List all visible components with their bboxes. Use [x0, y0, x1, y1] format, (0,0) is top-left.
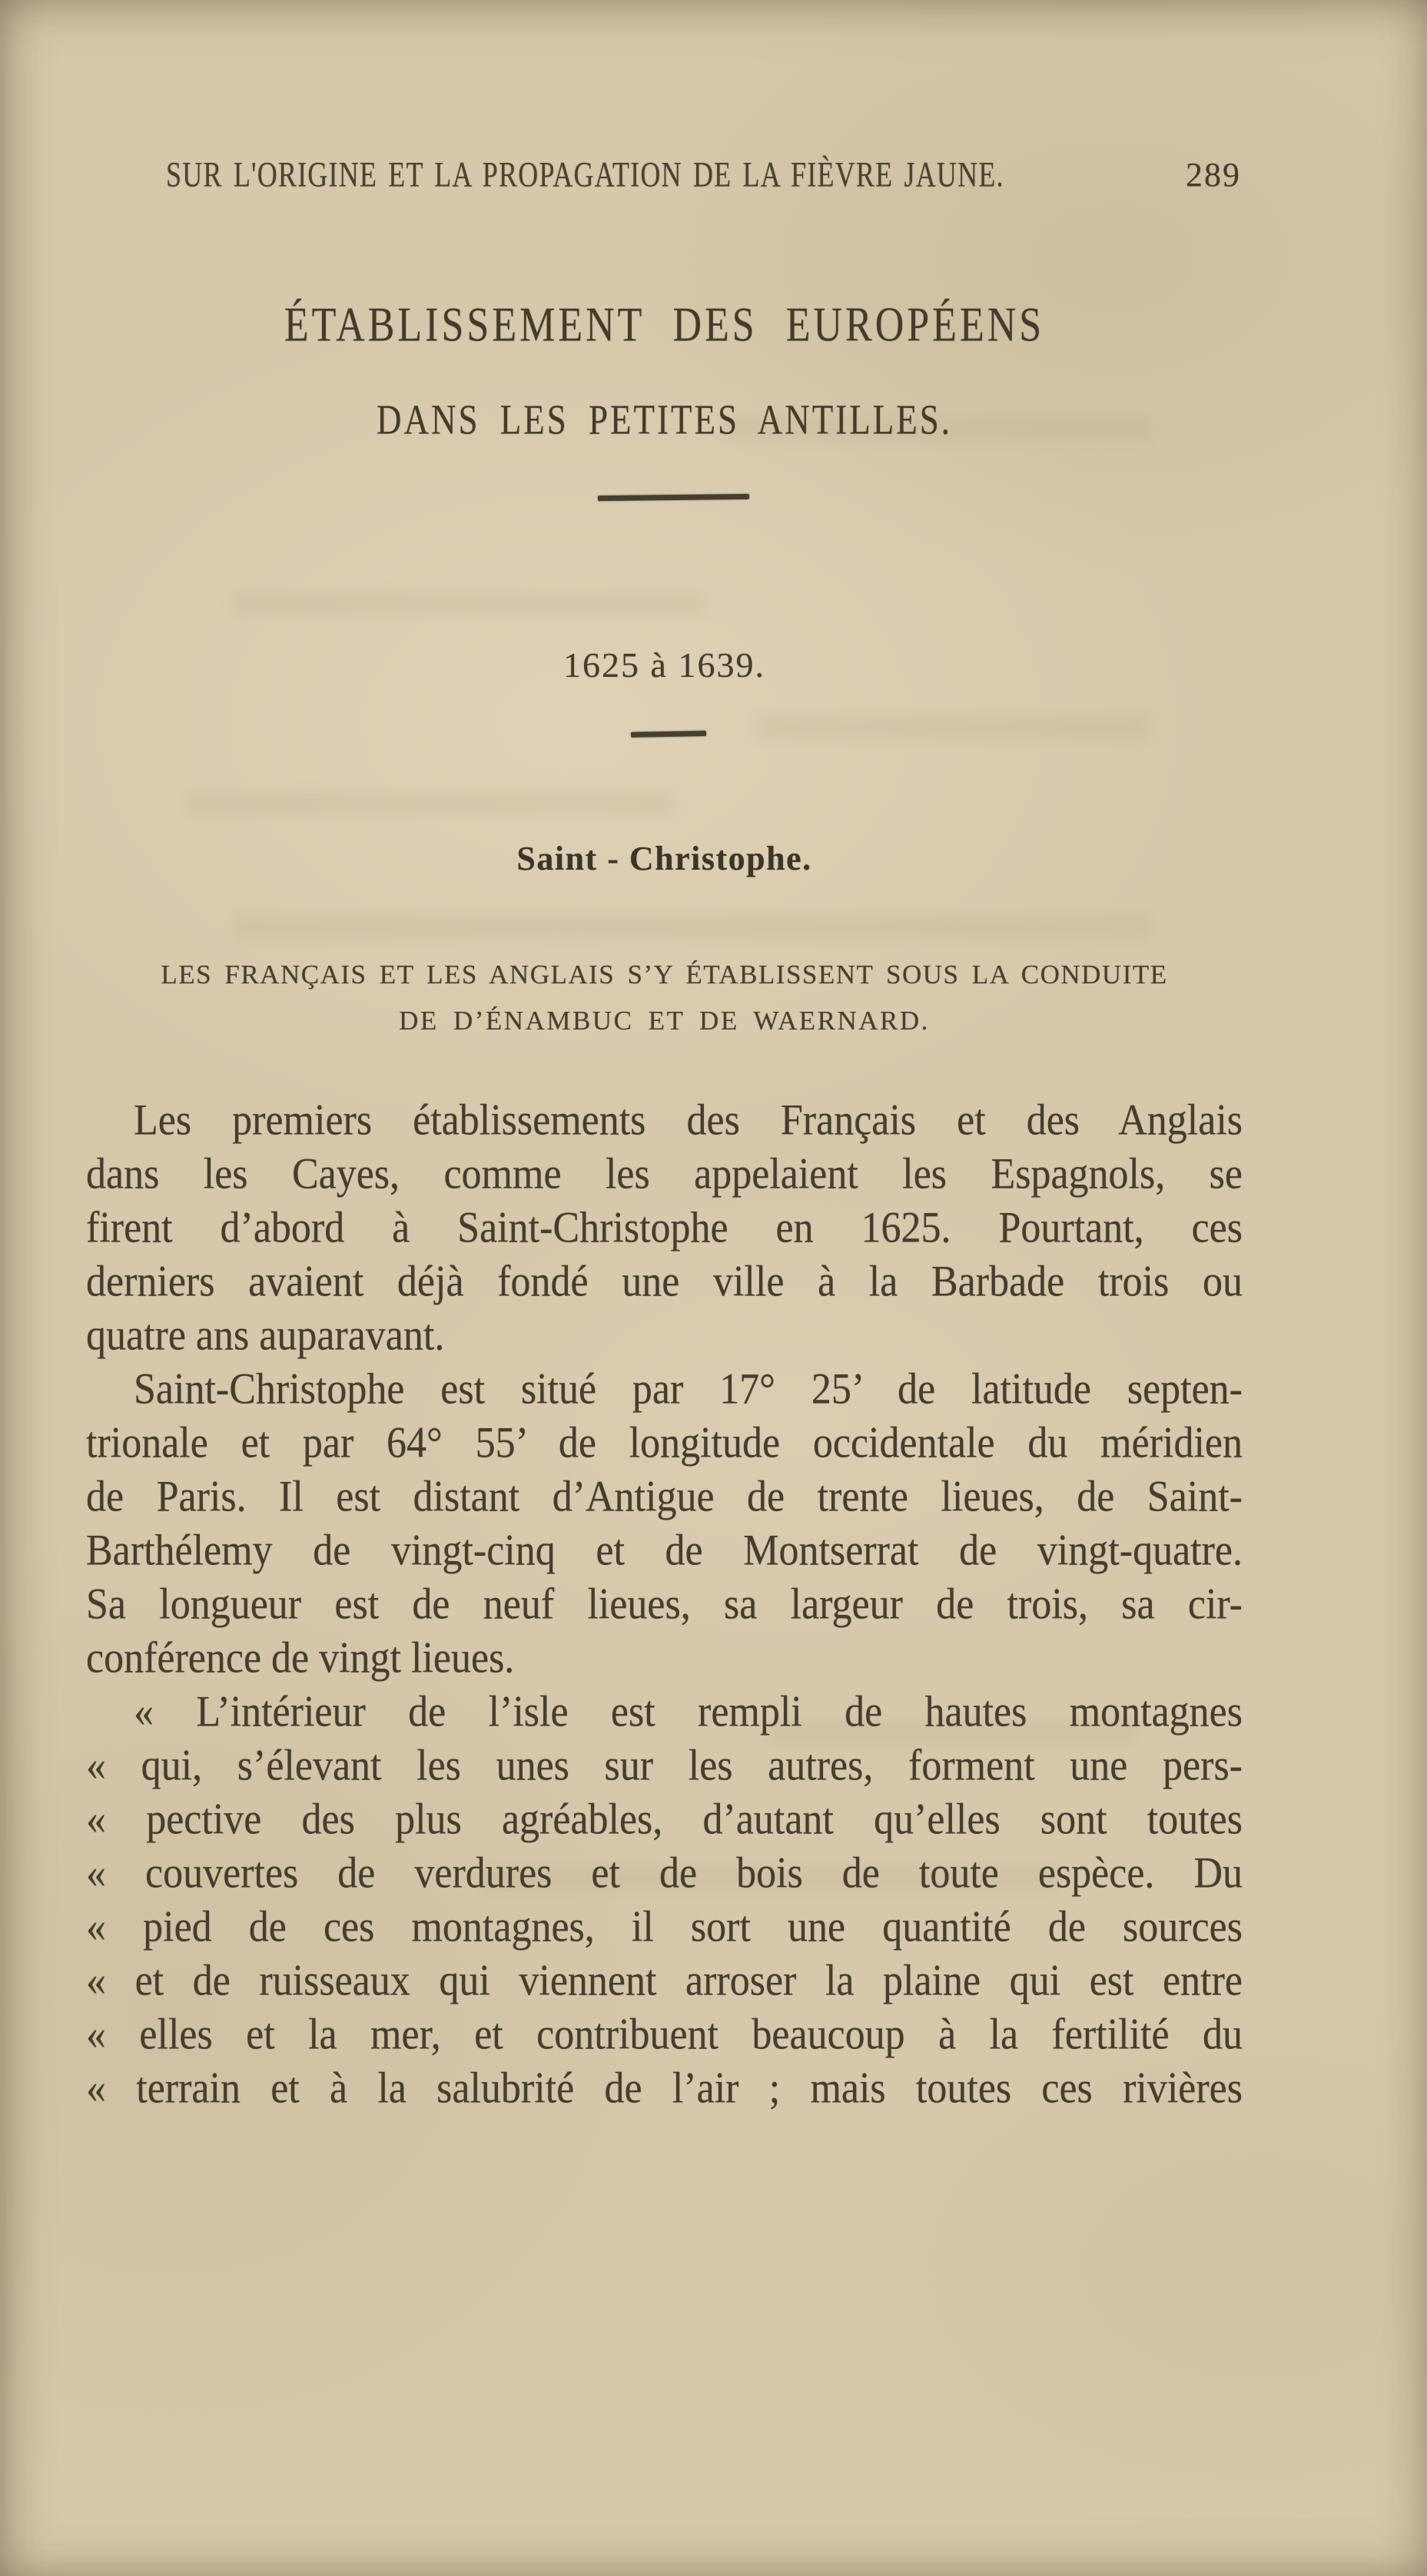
body-line: « qui, s’élevant les unes sur les autres, forment une pers-: [86, 1742, 1243, 1790]
divider-rule: [598, 494, 749, 501]
section-subheading-line2: DE D’ÉNAMBUC ET DE WAERNARD.: [399, 1006, 930, 1036]
body-line: « et de ruisseaux qui viennent arroser la plaine qui est entre: [86, 1957, 1243, 2005]
body-line: Barthélemy de vingt-cinq et de Montserrat de vingt-quatre.: [86, 1527, 1243, 1575]
section-subheading-line1: LES FRANÇAIS ET LES ANGLAIS S’Y ÉTABLISSENT SOUS LA CONDUITE: [161, 960, 1168, 990]
showthrough-smudge: [231, 914, 1153, 940]
body-line: de Paris. Il est distant d’Antigue de trente lieues, de Saint-: [86, 1473, 1243, 1521]
body-text: [86, 1094, 1243, 2116]
body-line: firent d’abord à Saint-Christophe en 1625. Pourtant, ces: [86, 1204, 1243, 1252]
body-line: quatre ans auparavant.: [86, 1311, 445, 1360]
showthrough-smudge: [184, 791, 676, 816]
body-line: Les premiers établissements des Français et des Anglais: [134, 1096, 1243, 1145]
chapter-subtitle: DANS LES PETITES ANTILLES.: [377, 396, 952, 443]
section-heading: Saint - Christophe.: [516, 840, 812, 877]
body-line: Sa longueur est de neuf lieues, sa largeur de trois, sa cir-: [86, 1580, 1243, 1629]
running-header: [86, 154, 1243, 194]
body-line: « pied de ces montagnes, il sort une quantité de sources: [86, 1903, 1243, 1951]
divider-rule: [631, 731, 706, 738]
body-line: conférence de vingt lieues.: [86, 1634, 515, 1683]
body-line: « couvertes de verdures et de bois de toute espèce. Du: [86, 1849, 1243, 1898]
body-line: derniers avaient déjà fondé une ville à la Barbade trois ou: [86, 1258, 1243, 1306]
body-line: « elles et la mer, et contribuent beaucoup à la fertilité du: [86, 2011, 1243, 2059]
chapter-title: ÉTABLISSEMENT DES EUROPÉENS: [284, 298, 1045, 353]
body-line: « terrain et à la salubrité de l’air ; mais toutes ces rivières: [86, 2064, 1243, 2113]
page-number: 289: [1186, 156, 1241, 194]
body-line: trionale et par 64° 55’ de longitude occidentale du méridien: [86, 1419, 1243, 1467]
body-line: dans les Cayes, comme les appelaient les Espagnols, se: [86, 1150, 1243, 1198]
body-line: « L’intérieur de l’isle est rempli de hautes montagnes: [134, 1688, 1243, 1736]
running-title: SUR L'ORIGINE ET LA PROPAGATION DE LA FIÈVRE JAUNE.: [166, 154, 1004, 194]
showthrough-smudge: [753, 714, 1153, 741]
showthrough-smudge: [231, 592, 707, 616]
body-line: « pective des plus agréables, d’autant qu’elles sont toutes: [86, 1795, 1243, 1844]
body-line: Saint-Christophe est situé par 17° 25’ de latitude septen-: [134, 1365, 1243, 1414]
date-range: 1625 à 1639.: [563, 645, 765, 685]
